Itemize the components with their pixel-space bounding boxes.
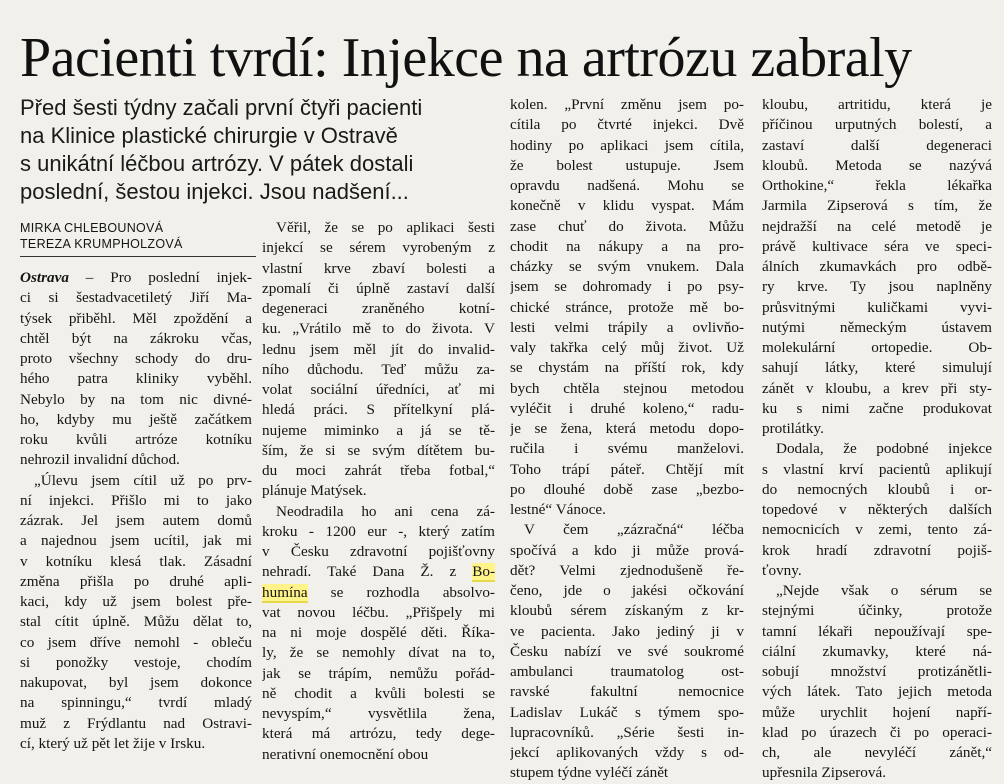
column-line: upřesnila Zipserová. [762,764,886,782]
highlighted-word: Bo- [472,563,495,581]
column-line: zánět v kloubu, a krev při sty- [762,379,992,397]
column-line: cházky se svým vnukem. Dala [510,258,744,275]
dateline-place: Ostrava [20,269,69,286]
column-line: degeneraci zraněného kotní- [262,300,495,317]
column-line: V čem „zázračná“ léčba [524,521,744,539]
column-line: lesti velmi trápily a ovlivňo- [510,318,744,336]
column-line: zase chuť do života. Můžu [510,217,744,235]
column-line: konečně v klidu vyspat. Mám [510,197,744,215]
text-column-1 [20,268,252,754]
column-line: tamní lékaři nepoužívají spe- [762,622,992,640]
column-line: a najednou jsem ucítil, jak mi [20,532,252,550]
column-line: která má artrózu, tedy dege- [262,725,495,743]
column-line: do nemocných kloubů i or- [762,480,992,498]
column-line: Věřil, že se po aplikaci šesti [276,219,495,236]
column-line: opravdu nadšená. Mohu se [510,177,744,194]
column-line: protilátky. [762,420,824,437]
column-line: dět? Velmi zjednodušeně ře- [510,561,744,579]
column-line: ším, že si se svým dítětem bu- [262,441,495,459]
column-line: nerativní onemocnění obou [262,745,429,763]
column-line: jsem se dohromady i po psy- [510,278,744,296]
column-line: v kotníku klesá tlak. Zásadní [20,552,252,570]
column-line: kolen. „První změnu jsem po- [510,96,744,113]
column-line: nehrozil invalidní důchod. [20,451,180,469]
column-line: humína se rozhodla absolvo- [262,583,495,601]
lead-line: s unikátní léčbou artrózy. V pátek dostali [20,151,414,176]
column-line: cí, který už pět let žije v Irsku. [20,734,206,752]
column-line: sahují látky, které simulují [762,359,992,377]
column-line: spočívá a kdo ji může prová- [510,541,744,559]
text-column-4 [762,95,992,784]
column-line: po dlouhé době zase „bezbo- [510,480,744,498]
column-line: chické stránce, protože mě bo- [510,298,744,316]
column-line: kloubů. Metoda se nazývá [762,156,992,174]
column-line: hodiny po aplikaci jsem cítila, [510,136,744,154]
column-line: ní injekci. Přišlo mi to jako [20,491,252,509]
column-line: že bolest ustupuje. Jsem [510,156,744,174]
lead-line: na Klinice plastické chirurgie v Ostravě [20,123,398,148]
text-column-2 [262,218,495,765]
column-line: cítila po čtvrté injekci. Dvě [510,116,744,134]
column-line: lupracovníků. „Série šesti in- [510,723,744,741]
column-line: právě kultivace séra ve speci- [762,237,992,255]
highlighted-word: humína [262,583,308,601]
column-line: ku s nimi začne produkovat [762,399,992,417]
column-line: s vlastní krví pacientů aplikují [762,460,992,478]
column-line: zastaví další degeneraci [762,136,992,154]
column-line: zázrak. Jel jsem autem domů [20,512,252,529]
column-line: hledá práci. S přítelkyní plá- [262,401,495,419]
column-line: průsvitnými kuličkami vyvi- [762,298,992,316]
column-line: Orthokine,“ řekla lékařka [762,177,992,194]
column-line: vyléčit i druhé koleno,“ radu- [510,399,744,417]
column-line: co jsem dříve nemohl - obleču [20,633,252,651]
column-line: si ponožky vestoje, chodím [20,653,252,671]
column-line: vých látek. Tato jejich metoda [762,683,992,701]
lead-line: poslední, šestou injekci. Jsou nadšení... [20,179,409,204]
column-line: ly, že se nemohly dívat na to, [262,644,495,662]
author-name: TEREZA KRUMPHOLZOVÁ [20,237,183,251]
column-line: roku kvůli artróze kotníku [20,431,252,448]
column-line: sobují množství protizánětli- [762,663,992,680]
column-line: Ladislav Lukáč s týmem spo- [510,703,744,721]
column-line: změna přišla po druhé apli- [20,572,252,590]
column-line: chodit na nákupy a na pro- [510,237,744,255]
column-line: topedové v některých dalších [762,501,992,518]
column-line: klad po úrazech či po operaci- [762,723,992,741]
column-line: kroku - 1200 eur -, který zatím [262,522,495,540]
column-line: ručila i svému manželovi. [510,440,744,458]
column-line: na ni moje dospělé děti. Říka- [262,624,495,641]
column-line: ku. „Vrátilo mě to do života. V [262,320,495,338]
article-headline: Pacienti tvrdí: Injekce na artrózu zabraly [20,27,912,89]
column-line: v Česku zdravotní pojišťovny [262,543,495,560]
dateline-rest: – Pro poslední injek- [68,269,252,286]
column-line: ry krve. Ty jsou naplněny [762,278,992,296]
column-line: ciální zkumavky, které ná- [762,642,992,660]
column-line: zpomalí či úplně zastaví další [262,279,495,297]
column-line: ťovny. [762,561,802,579]
column-line: ního důchodu. Teď můžu za- [262,360,495,378]
column-line: ch, ale nevyléčí zánět,“ [762,744,992,761]
column-line: kloubů sérem získaným z kr- [510,602,744,620]
column-line: hého patra kliniky vyběhl. [20,370,252,388]
column-line: vat novou léčbu. „Přišpely mi [262,603,495,621]
column-line: stupem týdne vyléčí zánět [510,764,669,782]
column-line: ně chodit a kvůli bolesti se [262,684,495,702]
column-line: nujeme miminko a já se tě- [262,421,495,439]
byline-divider [20,256,256,257]
column-line: proto všechny schody do dru- [20,350,252,367]
column-line: Nebylo by na tom nic divné- [20,390,252,408]
column-line: ci si šestadvacetiletý Jiří Ma- [20,289,252,307]
column-line: injekcí se sérem vyrobeným z [262,239,495,257]
column-line: nevyspím,“ vysvětlila žena, [262,705,495,722]
column-line: plánuje Matýsek. [262,482,367,500]
column-line: nejdražší na celé metodě je [762,217,992,235]
column-line: bych chtěla stejnou metodou [510,379,744,397]
column-line: ve pacienta. Jako jediný ji v [510,622,744,640]
column-line: Jarmila Zipserová s tím, že [762,197,992,215]
column-line: nakupovat, byl jsem dokonce [20,674,252,691]
byline [20,220,260,252]
column-line: lednu jsem měl jít do invalid- [262,340,495,358]
column-line: může urychlit hojení napří- [762,703,992,721]
text-column-3 [510,95,744,784]
column-line: příčinou urputných bolestí, a [762,116,992,134]
column-line [20,268,252,288]
column-line: ambulanci traumatolog ost- [510,663,744,680]
column-line: kloubu, artritidu, která je [762,96,992,113]
column-line: je se žena, která metodu dopo- [510,420,744,437]
column-line: valy takřka celý můj život. Už [510,339,744,356]
column-line: vlastní krve zbaví bolesti a [262,259,495,277]
column-line: Neodradila ho ani cena zá- [276,502,495,520]
column-line: nehradí. Také Dana Ž. z Bo- [262,563,495,581]
column-line: du moci zahrát třeba fotbal,“ [262,462,495,479]
column-line: kaci, kdy už jsem bolest pře- [20,593,252,610]
column-line: týsek přiběhl. Měl zpoždění a [20,309,252,327]
column-line: Toho trápí páteř. Chtějí mít [510,460,744,478]
column-line: Dodala, že podobné injekce [776,440,992,458]
column-line: nutými německým ústavem [762,318,992,336]
article-lead [20,94,500,206]
column-line: čeno, jde o jakési očkování [510,582,744,599]
column-line: se chystám na příští rok, kdy [510,359,744,377]
column-line: álních zkumavkách pro odbě- [762,258,992,275]
column-line: jekcí aplikovaných vždy s od- [510,744,744,761]
column-line: muž z Frýdlantu nad Ostravi- [20,714,252,732]
column-line: „Úlevu jsem cítil už po prv- [34,471,252,489]
column-line: ho, kdyby mu ještě začátkem [20,410,252,428]
column-line: ravské fakultní nemocnice [510,683,744,701]
author-name: MIRKA CHLEBOUNOVÁ [20,221,164,235]
column-line: „Nejde však o sérum se [776,582,992,599]
column-line: chtěl být na zákroku včas, [20,329,252,347]
column-line: krok hradí zdravotní pojiš- [762,541,992,559]
column-line: nemocnicích v zemi, tento zá- [762,521,992,539]
lead-line: Před šesti týdny začali první čtyři pacienti [20,95,423,120]
column-line: stejnými účinky, protože [762,602,992,620]
column-line: na spinningu,“ tvrdí mladý [20,694,252,712]
column-line: stal cítit úplně. Můžu dělat to, [20,613,252,631]
column-line: molekulární ortopedie. Ob- [762,339,992,356]
column-line: jak se trápím, nemůžu pořád- [262,664,495,682]
column-line: Česku nabízí ve své soukromé [510,642,744,660]
column-line: lestné“ Vánoce. [510,501,606,518]
column-line: volat sociální úředníci, ať mi [262,381,495,398]
